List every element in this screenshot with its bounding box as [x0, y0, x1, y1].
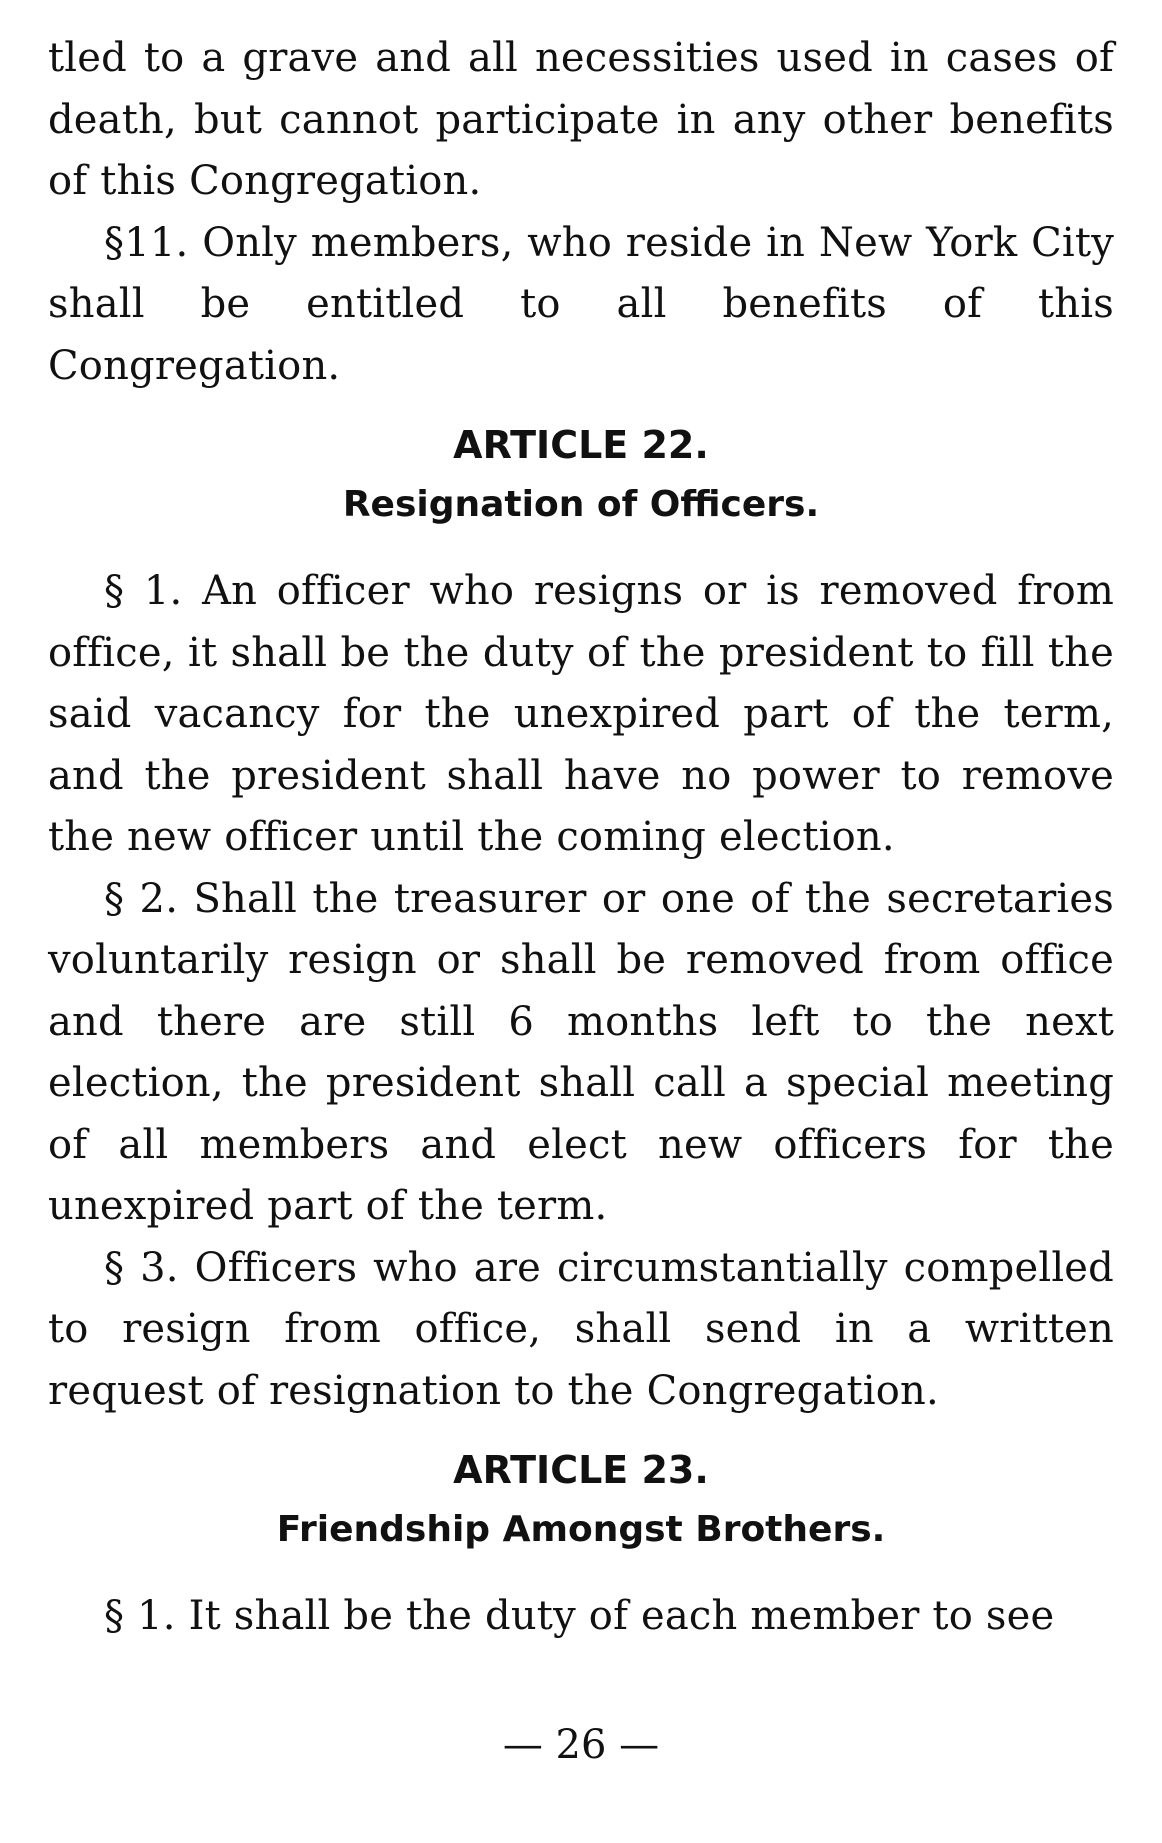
article-22-title: Resignation of Officers. [342, 484, 820, 525]
article-22-section-3: § 3. Officers who are circumstantially compelled to resign from office, shall send in a written request of resignation to the Congregation. [48, 1244, 1114, 1414]
page-number: — 26 — [502, 1722, 660, 1768]
article-22-section-2: § 2. Shall the treasurer or one of the secretaries voluntarily resign or shall be removed from office and there are still 6 months left to the next election, the president shall call a special meeting of all members and elect new officers for the unexpired part of the term. [48, 875, 1114, 1229]
article-23-section-1: § 1. It shall be the duty of each member to see [104, 1593, 1055, 1639]
article-23-heading: ARTICLE 23. [453, 1448, 709, 1492]
section-11-paragraph: §11. Only members, who reside in New York City shall be entitled to all benefits of this Congregation. [48, 219, 1114, 389]
continuation-paragraph: tled to a grave and all necessities used in cases of death, but cannot participate in any other benefits of this Congregation. [48, 35, 1114, 204]
document-page [48, 28, 1114, 1648]
article-22-heading: ARTICLE 22. [453, 423, 709, 467]
article-23-title: Friendship Amongst Brothers. [276, 1509, 886, 1550]
article-22-section-1: § 1. An officer who resigns or is removed from office, it shall be the duty of the president to fill the said vacancy for the unexpired part of the term, and the president shall have no power to remove the new officer until the coming election. [48, 568, 1114, 860]
